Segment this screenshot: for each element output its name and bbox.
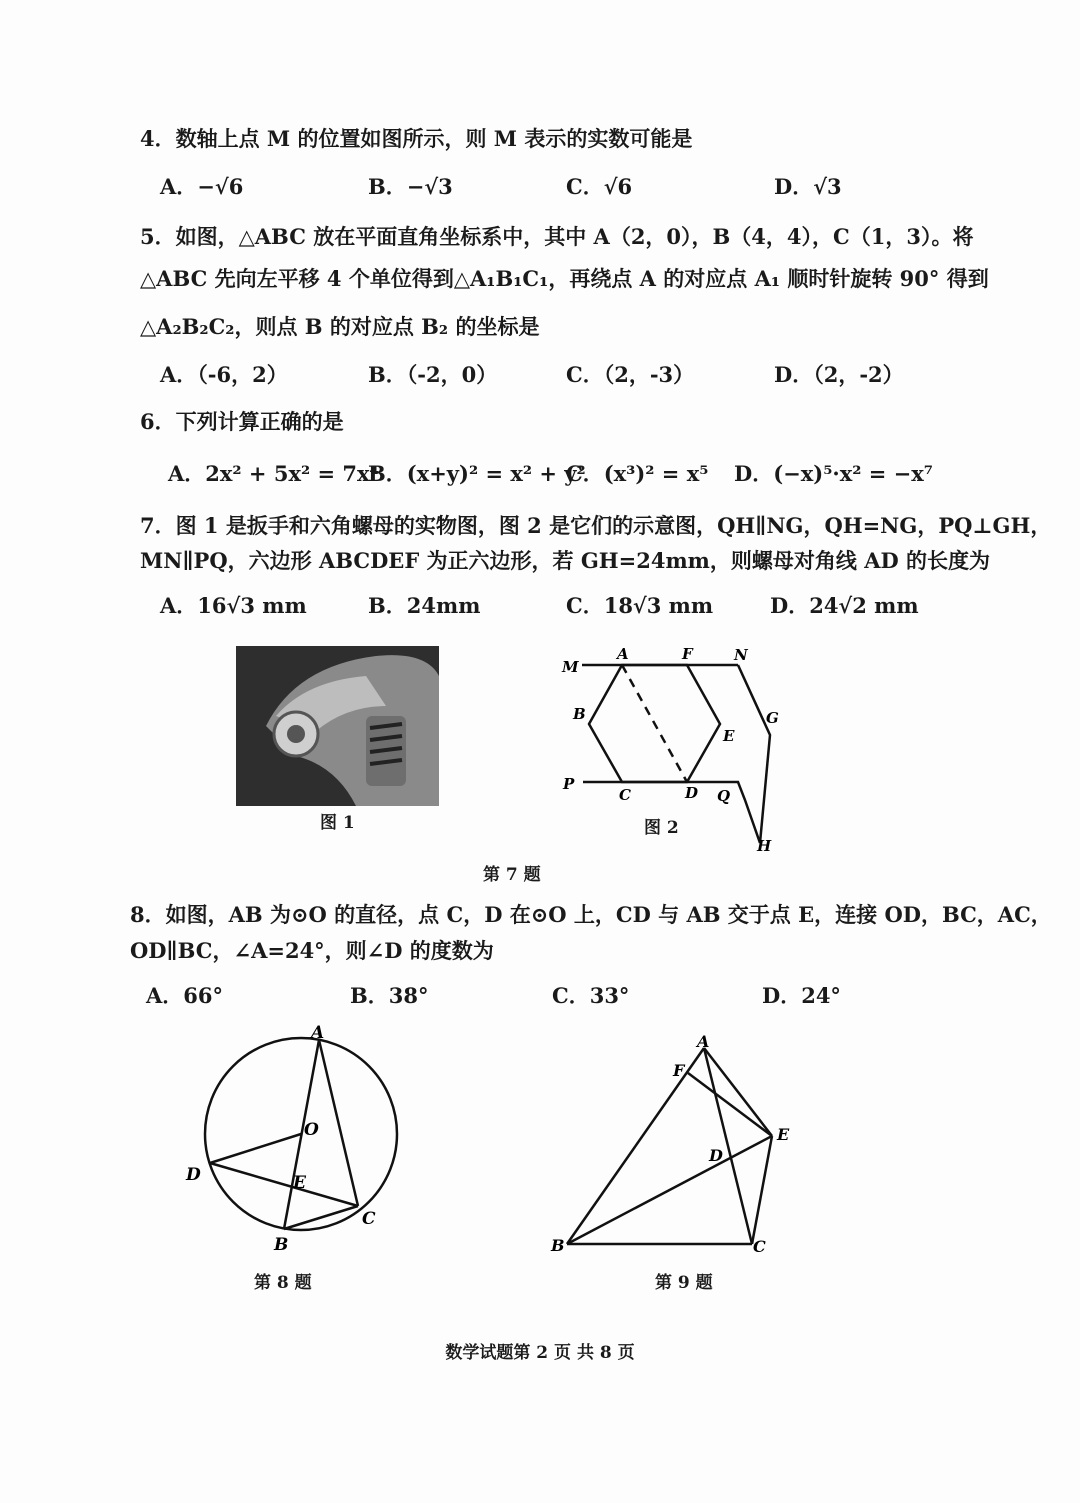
q9-label-B: B — [551, 1236, 565, 1255]
fig2-label-C: C — [619, 786, 631, 804]
q8-option-a: A．66° — [146, 983, 224, 1008]
q8-option-b: B．38° — [350, 983, 429, 1008]
q9-label-E: E — [777, 1125, 790, 1144]
fig2-label-D: D — [685, 784, 699, 802]
q7-stem-line1: 7．图 1 是扳手和六角螺母的实物图，图 2 是它们的示意图，QH∥NG，QH=NG，PQ⊥GH， — [140, 513, 1052, 538]
q9-label-F: F — [673, 1061, 685, 1080]
q8-circle-diagram — [180, 1020, 420, 1250]
q8-option-d: D．24° — [762, 983, 841, 1008]
q4-option-a: A．−√6 — [160, 174, 244, 199]
q5-stem-line3: △A₂B₂C₂，则点 B 的对应点 B₂ 的坐标是 — [140, 314, 540, 339]
q8-stem-line2: OD∥BC，∠A=24°，则∠D 的度数为 — [130, 938, 494, 963]
q8-stem-line1: 8．如图，AB 为⊙O 的直径，点 C，D 在⊙O 上，CD 与 AB 交于点 E，连接 OD，BC，AC， — [130, 902, 1052, 927]
wrench-nut-photo — [236, 646, 439, 806]
q7-fig1-caption: 图 1 — [320, 813, 355, 833]
q8-label-O: O — [304, 1120, 319, 1140]
fig2-label-Q: Q — [717, 787, 731, 805]
fig2-label-G: G — [766, 709, 779, 727]
fig2-label-N: N — [734, 646, 748, 664]
q7-fig2-diagram — [555, 640, 815, 860]
fig2-label-M: M — [562, 658, 579, 676]
fig2-label-F: F — [682, 645, 693, 663]
q7-option-a: A．16√3 mm — [160, 593, 307, 618]
q9-figure-title: 第 9 题 — [655, 1273, 713, 1293]
q6-option-a: A．2x² + 5x² = 7x⁴ — [168, 461, 379, 486]
q8-label-D: D — [186, 1165, 201, 1185]
q9-label-A: A — [697, 1032, 710, 1051]
q8-label-E: E — [293, 1173, 306, 1193]
q5-option-b: B．（-2，0） — [368, 362, 498, 387]
fig2-label-P: P — [563, 775, 575, 793]
fig2-label-B: B — [573, 705, 586, 723]
q6-option-c: C．(x³)² = x⁵ — [566, 461, 709, 486]
fig2-label-H: H — [757, 837, 772, 855]
q5-option-d: D．（2，-2） — [774, 362, 904, 387]
q8-label-B: B — [274, 1235, 289, 1250]
q5-option-c: C．（2，-3） — [566, 362, 695, 387]
q7-stem-line2: MN∥PQ，六边形 ABCDEF 为正六边形，若 GH=24mm，则螺母对角线 AD 的长度为 — [140, 548, 991, 573]
q5-option-a: A．（-6，2） — [160, 362, 288, 387]
q4-option-b: B．−√3 — [368, 174, 453, 199]
q6-stem: 6．下列计算正确的是 — [140, 409, 344, 434]
q7-option-b: B．24mm — [368, 593, 481, 618]
q7-fig2-caption: 图 2 — [644, 818, 679, 838]
q8-figure-title: 第 8 题 — [254, 1273, 312, 1293]
q7-option-d: D．24√2 mm — [770, 593, 919, 618]
q7-figure-title: 第 7 题 — [483, 865, 541, 885]
q9-label-C: C — [753, 1237, 766, 1255]
q6-option-d: D．(−x)⁵·x² = −x⁷ — [734, 461, 933, 486]
q9-triangle-diagram — [545, 1025, 805, 1255]
q4-stem: 4．数轴上点 M 的位置如图所示，则 M 表示的实数可能是 — [140, 126, 693, 151]
fig2-label-A: A — [617, 645, 629, 663]
page-footer: 数学试题第 2 页 共 8 页 — [445, 1343, 635, 1363]
q4-option-d: D．√3 — [774, 174, 842, 199]
fig2-label-E: E — [723, 727, 735, 745]
q7-option-c: C．18√3 mm — [566, 593, 714, 618]
q8-label-C: C — [362, 1209, 376, 1229]
q8-label-A: A — [311, 1023, 325, 1043]
q6-option-b: B．(x+y)² = x² + y² — [368, 461, 586, 486]
q4-option-c: C．√6 — [566, 174, 633, 199]
q8-option-c: C．33° — [552, 983, 630, 1008]
q9-label-D: D — [709, 1146, 723, 1165]
q5-stem-line1: 5．如图，△ABC 放在平面直角坐标系中，其中 A（2，0），B（4，4），C（1，3）。将 — [140, 224, 974, 249]
q5-stem-line2: △ABC 先向左平移 4 个单位得到△A₁B₁C₁，再绕点 A 的对应点 A₁ 顺时针旋转 90° 得到 — [140, 266, 989, 291]
